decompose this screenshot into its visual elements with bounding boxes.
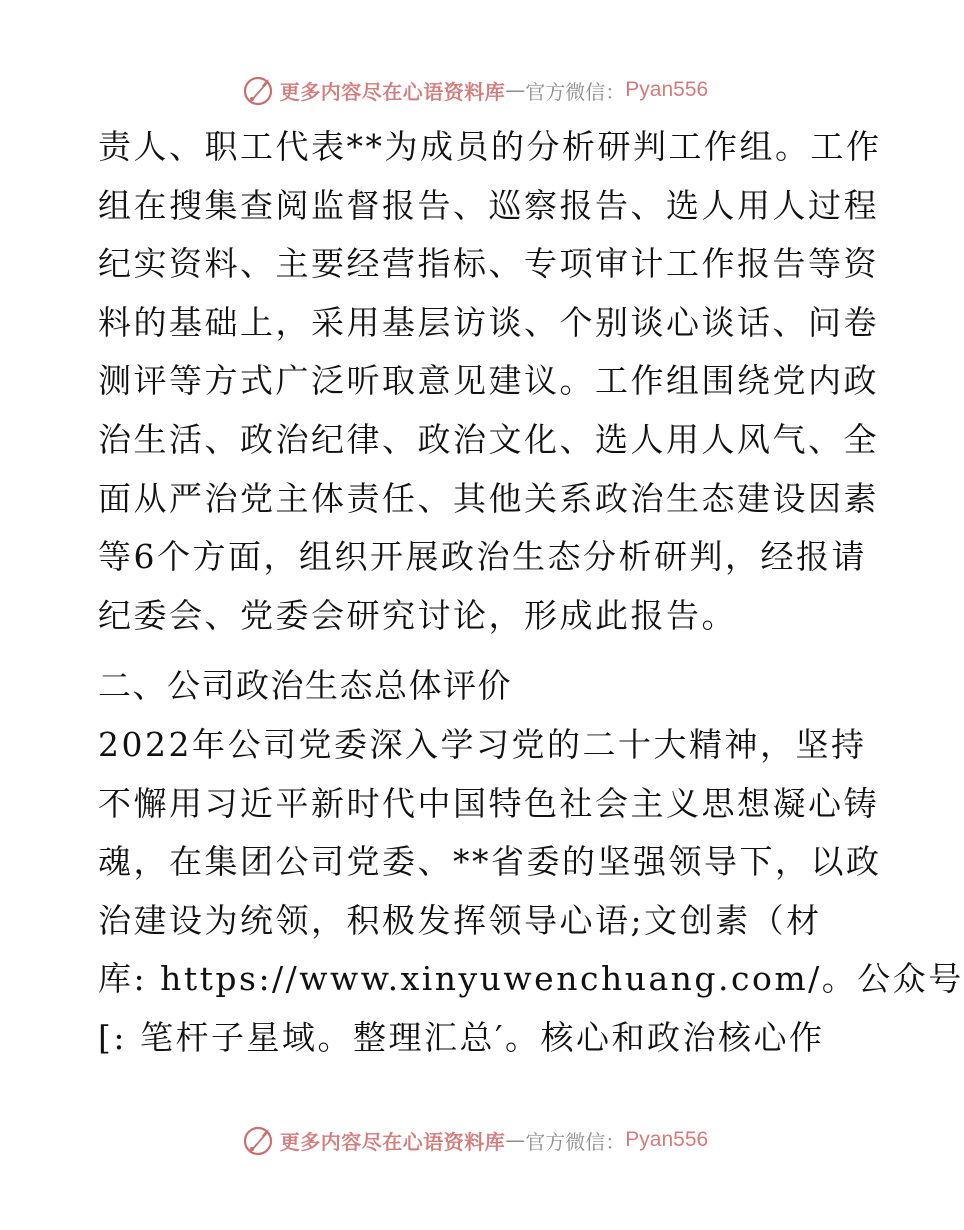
text-line: 面从严治党主体责任、其他关系政治生态建设因素 — [98, 478, 879, 518]
text-line: 治建设为统领，积极发挥领导心语;文创素（材 — [98, 900, 822, 940]
footer-dash: — — [505, 1128, 526, 1152]
text-line: 不懈用习近平新时代中国特色社会主义思想凝心铸 — [98, 783, 879, 823]
footer-contact-label: 官方微信： — [525, 1129, 626, 1154]
header-contact-id: Pyan556 — [625, 78, 709, 101]
footer-promo-text: 更多内容尽在心语资料库 — [279, 1129, 506, 1154]
header-contact-label: 官方微信： — [525, 79, 626, 104]
text-line: 测评等方式广泛听取意见建议。工作组围绕党内政 — [98, 361, 879, 401]
text-line: 治生活、政治纪律、政治文化、选人用人风气、全 — [98, 419, 879, 459]
quill-logo-icon — [242, 73, 276, 107]
header-dash: — — [505, 78, 526, 102]
paragraph-2 — [98, 716, 964, 1068]
text-line: 纪委会、党委会研究讨论，形成此报告。 — [98, 595, 737, 635]
text-line: 库: https://www.xinyuwenchuang.com/。公众号 — [98, 959, 964, 999]
text-line: 2022年公司党委深入学习党的二十大精神，坚持 — [98, 724, 867, 764]
text-line: 纪实资料、主要经营指标、专项审计工作报告等资 — [98, 244, 879, 284]
document-body — [98, 118, 964, 1068]
paragraph-1 — [98, 118, 882, 645]
footer-contact-id: Pyan556 — [625, 1128, 709, 1151]
text-line: 料的基础上，采用基层访谈、个别谈心谈话、问卷 — [98, 302, 879, 342]
text-line: 组在搜集查阅监督报告、巡察报告、选人用人过程 — [98, 185, 879, 225]
footer-banner — [0, 1120, 950, 1160]
text-line: [: 笔杆子星域。整理汇总′。核心和政治核心作 — [98, 1017, 825, 1057]
section-heading: 二、公司政治生态总体评价 — [98, 666, 512, 706]
header-promo-text: 更多内容尽在心语资料库 — [279, 79, 506, 104]
text-line: 等6个方面，组织开展政治生态分析研判，经报请 — [98, 537, 867, 577]
quill-logo-icon — [242, 1123, 276, 1157]
text-line: 魂，在集团公司党委、**省委的坚强领导下，以政 — [98, 842, 882, 882]
text-line: 责人、职工代表**为成员的分析研判工作组。工作 — [98, 127, 882, 166]
header-banner — [0, 70, 950, 110]
